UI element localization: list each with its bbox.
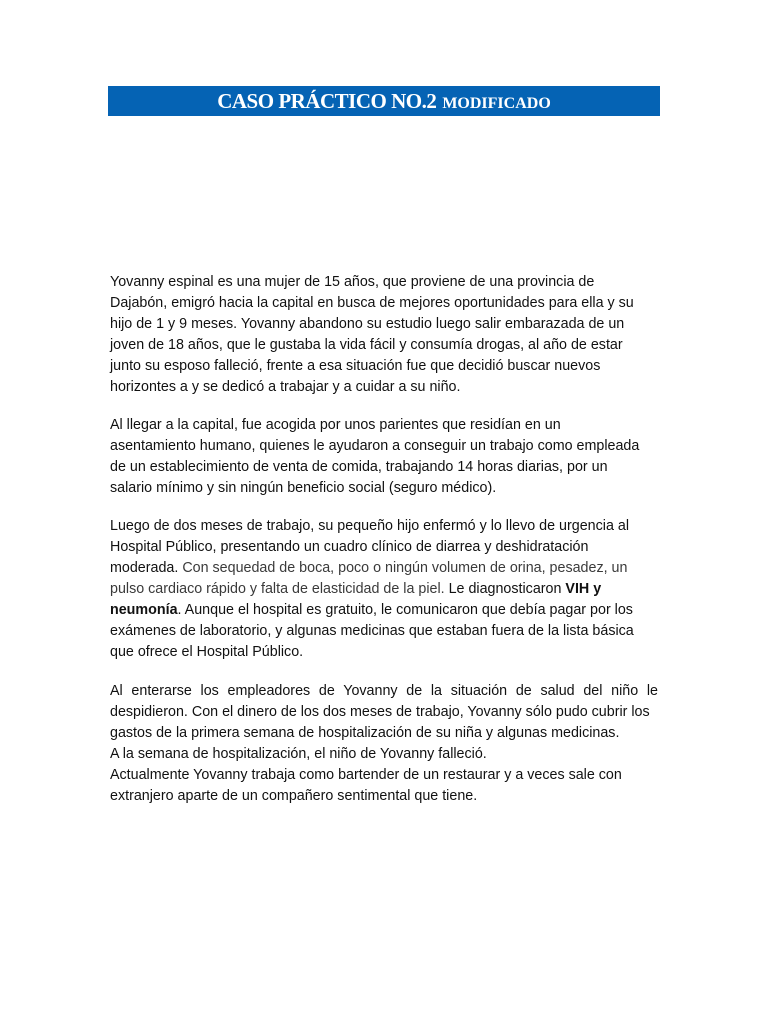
- text-segment: Le diagnosticaron: [444, 581, 566, 597]
- text-line: Al llegar a la capital, fue acogida por unos parientes que residían en un: [110, 417, 561, 433]
- bold-diagnosis: VIH y: [565, 581, 602, 597]
- text-line: Luego de dos meses de trabajo, su pequeño hijo enfermó y lo llevo de urgencia al: [110, 518, 630, 534]
- text-line: de un establecimiento de venta de comida, trabajando 14 horas diarias, por un: [110, 459, 608, 475]
- text-line: Hospital Público, presentando un cuadro clínico de diarrea y deshidratación: [110, 539, 589, 555]
- paragraph-3: [110, 516, 658, 663]
- text-line: [110, 579, 658, 600]
- text-line: salario mínimo y sin ningún beneficio social (seguro médico).: [110, 480, 497, 496]
- text-line: Al enterarse los empleadores de Yovanny de la situación de salud del niño le: [110, 683, 658, 699]
- title-main: CASO PRÁCTICO NO.2: [217, 89, 437, 113]
- text-segment: . Aunque el hospital es gratuito, le comunicaron que debía pagar por los: [177, 602, 633, 618]
- paragraph-2: [110, 415, 658, 499]
- text-segment: moderada.: [110, 560, 183, 576]
- text-line: extranjero aparte de un compañero sentimental que tiene.: [110, 788, 478, 804]
- text-line: que ofrece el Hospital Público.: [110, 644, 304, 660]
- text-line: Yovanny espinal es una mujer de 15 años, que proviene de una provincia de: [110, 274, 595, 290]
- text-line: horizontes a y se dedicó a trabajar y a cuidar a su niño.: [110, 379, 461, 395]
- text-line: exámenes de laboratorio, y algunas medicinas que estaban fuera de la lista básica: [110, 623, 634, 639]
- text-line: [110, 558, 658, 579]
- text-line: joven de 18 años, que le gustaba la vida fácil y consumía drogas, al año de estar: [110, 337, 623, 353]
- text-segment: Con sequedad de boca, poco o ningún volumen de orina, pesadez, un: [182, 560, 628, 576]
- text-line: hijo de 1 y 9 meses. Yovanny abandono su estudio luego salir embarazada de un: [110, 316, 625, 332]
- text-line: asentamiento humano, quienes le ayudaron a conseguir un trabajo como empleada: [110, 438, 640, 454]
- title-banner: [108, 86, 660, 116]
- text-line: gastos de la primera semana de hospitalización de su niña y algunas medicinas.: [110, 725, 620, 741]
- text-line: Dajabón, emigró hacia la capital en busca de mejores oportunidades para ella y su: [110, 295, 634, 311]
- text-line: A la semana de hospitalización, el niño de Yovanny falleció.: [110, 746, 487, 762]
- title-sub: MODIFICADO: [442, 95, 551, 112]
- bold-diagnosis: neumonía: [110, 602, 178, 618]
- text-line: junto su esposo falleció, frente a esa situación fue que decidió buscar nuevos: [110, 358, 601, 374]
- paragraph-1: [110, 272, 658, 398]
- paragraph-4: [110, 681, 658, 807]
- text-line: Actualmente Yovanny trabaja como bartender de un restaurar y a veces sale con: [110, 767, 622, 783]
- text-line: despidieron. Con el dinero de los dos meses de trabajo, Yovanny sólo pudo cubrir los: [110, 704, 650, 720]
- text-line: [110, 600, 658, 621]
- text-segment: pulso cardiaco rápido y falta de elasticidad de la piel.: [110, 581, 445, 597]
